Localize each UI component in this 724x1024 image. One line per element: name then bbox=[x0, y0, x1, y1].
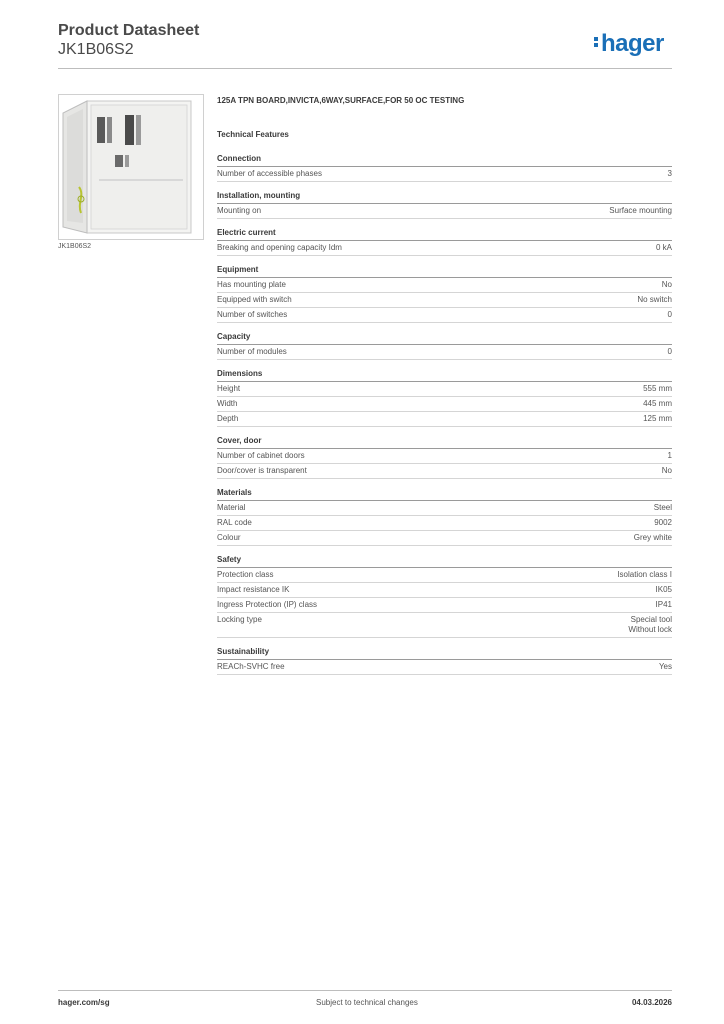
spec-row bbox=[217, 167, 672, 182]
spec-label: Door/cover is transparent bbox=[217, 466, 307, 475]
footer-website: hager.com/sg bbox=[58, 998, 110, 1007]
spec-label: Equipped with switch bbox=[217, 295, 292, 304]
section-title: Equipment bbox=[217, 265, 672, 278]
section-title: Connection bbox=[217, 154, 672, 167]
spec-section bbox=[217, 436, 672, 479]
spec-value: Grey white bbox=[633, 533, 672, 542]
spec-label: Mounting on bbox=[217, 206, 262, 215]
spec-section bbox=[217, 332, 672, 360]
spec-row bbox=[217, 382, 672, 397]
spec-label: Number of switches bbox=[217, 310, 288, 319]
spec-row bbox=[217, 308, 672, 323]
document-header bbox=[58, 22, 199, 60]
footer-divider bbox=[58, 990, 672, 991]
spec-label: Height bbox=[217, 384, 241, 393]
spec-label: Breaking and opening capacity Idm bbox=[217, 243, 342, 252]
spec-row bbox=[217, 345, 672, 360]
spec-value: No bbox=[661, 466, 672, 475]
distribution-board-illustration bbox=[59, 95, 203, 239]
section-title: Electric current bbox=[217, 228, 672, 241]
section-title: Materials bbox=[217, 488, 672, 501]
spec-section bbox=[217, 647, 672, 675]
technical-content bbox=[217, 96, 672, 684]
spec-value: Isolation class I bbox=[617, 570, 672, 579]
spec-sections bbox=[217, 154, 672, 675]
spec-value: 0 bbox=[667, 310, 672, 319]
spec-value: Steel bbox=[653, 503, 672, 512]
spec-value: 9002 bbox=[654, 518, 672, 527]
spec-section bbox=[217, 369, 672, 427]
spec-label: Colour bbox=[217, 533, 241, 542]
hager-logo bbox=[594, 30, 664, 58]
spec-value: 445 mm bbox=[643, 399, 672, 408]
spec-row bbox=[217, 531, 672, 546]
spec-row bbox=[217, 660, 672, 675]
spec-row bbox=[217, 412, 672, 427]
footer-note: Subject to technical changes bbox=[316, 998, 418, 1007]
spec-label: Width bbox=[217, 399, 238, 408]
spec-section bbox=[217, 228, 672, 256]
spec-value: 0 bbox=[667, 347, 672, 356]
product-reference: JK1B06S2 bbox=[58, 41, 134, 58]
spec-row bbox=[217, 598, 672, 613]
footer-date: 04.03.2026 bbox=[631, 998, 672, 1007]
spec-label: REACh-SVHC free bbox=[217, 662, 285, 671]
spec-row bbox=[217, 204, 672, 219]
spec-label: Impact resistance IK bbox=[217, 585, 290, 594]
spec-row bbox=[217, 613, 672, 638]
spec-section bbox=[217, 488, 672, 546]
technical-features-heading: Technical Features bbox=[217, 130, 289, 139]
spec-label: Depth bbox=[217, 414, 239, 423]
spec-row bbox=[217, 293, 672, 308]
spec-row bbox=[217, 501, 672, 516]
spec-label: Has mounting plate bbox=[217, 280, 286, 289]
spec-value: No bbox=[661, 280, 672, 289]
section-title: Capacity bbox=[217, 332, 672, 345]
logo-text: hager bbox=[601, 30, 664, 57]
spec-row bbox=[217, 397, 672, 412]
spec-label: Protection class bbox=[217, 570, 274, 579]
spec-row bbox=[217, 464, 672, 479]
spec-row bbox=[217, 241, 672, 256]
logo-dots-icon bbox=[594, 35, 599, 49]
section-title: Cover, door bbox=[217, 436, 672, 449]
spec-label: Locking type bbox=[217, 615, 262, 624]
spec-value: 1 bbox=[667, 451, 672, 460]
spec-label: RAL code bbox=[217, 518, 252, 527]
spec-row bbox=[217, 568, 672, 583]
spec-label: Number of modules bbox=[217, 347, 287, 356]
spec-value: Surface mounting bbox=[609, 206, 672, 215]
spec-section bbox=[217, 265, 672, 323]
spec-section bbox=[217, 154, 672, 182]
section-title: Dimensions bbox=[217, 369, 672, 382]
section-title: Sustainability bbox=[217, 647, 672, 660]
spec-value: 555 mm bbox=[643, 384, 672, 393]
spec-row bbox=[217, 449, 672, 464]
product-image bbox=[58, 94, 204, 240]
section-title: Safety bbox=[217, 555, 672, 568]
spec-row bbox=[217, 278, 672, 293]
spec-value: IK05 bbox=[655, 585, 672, 594]
header-divider bbox=[58, 68, 672, 69]
document-title: Product Datasheet bbox=[58, 22, 200, 39]
spec-row bbox=[217, 583, 672, 598]
spec-label: Ingress Protection (IP) class bbox=[217, 600, 318, 609]
spec-section bbox=[217, 191, 672, 219]
section-title: Installation, mounting bbox=[217, 191, 672, 204]
spec-value: No switch bbox=[637, 295, 672, 304]
spec-section bbox=[217, 555, 672, 638]
spec-value: Yes bbox=[658, 662, 672, 671]
spec-label: Material bbox=[217, 503, 246, 512]
spec-value: 0 kA bbox=[655, 243, 672, 252]
spec-row bbox=[217, 516, 672, 531]
product-name: 125A TPN BOARD,INVICTA,6WAY,SURFACE,FOR 50 OC TESTING bbox=[217, 96, 465, 105]
spec-value: Special tool Without lock bbox=[628, 615, 672, 634]
image-caption: JK1B06S2 bbox=[58, 243, 92, 250]
spec-value: 125 mm bbox=[643, 414, 672, 423]
spec-value: 3 bbox=[667, 169, 672, 178]
spec-label: Number of cabinet doors bbox=[217, 451, 305, 460]
spec-value: IP41 bbox=[655, 600, 672, 609]
spec-label: Number of accessible phases bbox=[217, 169, 322, 178]
